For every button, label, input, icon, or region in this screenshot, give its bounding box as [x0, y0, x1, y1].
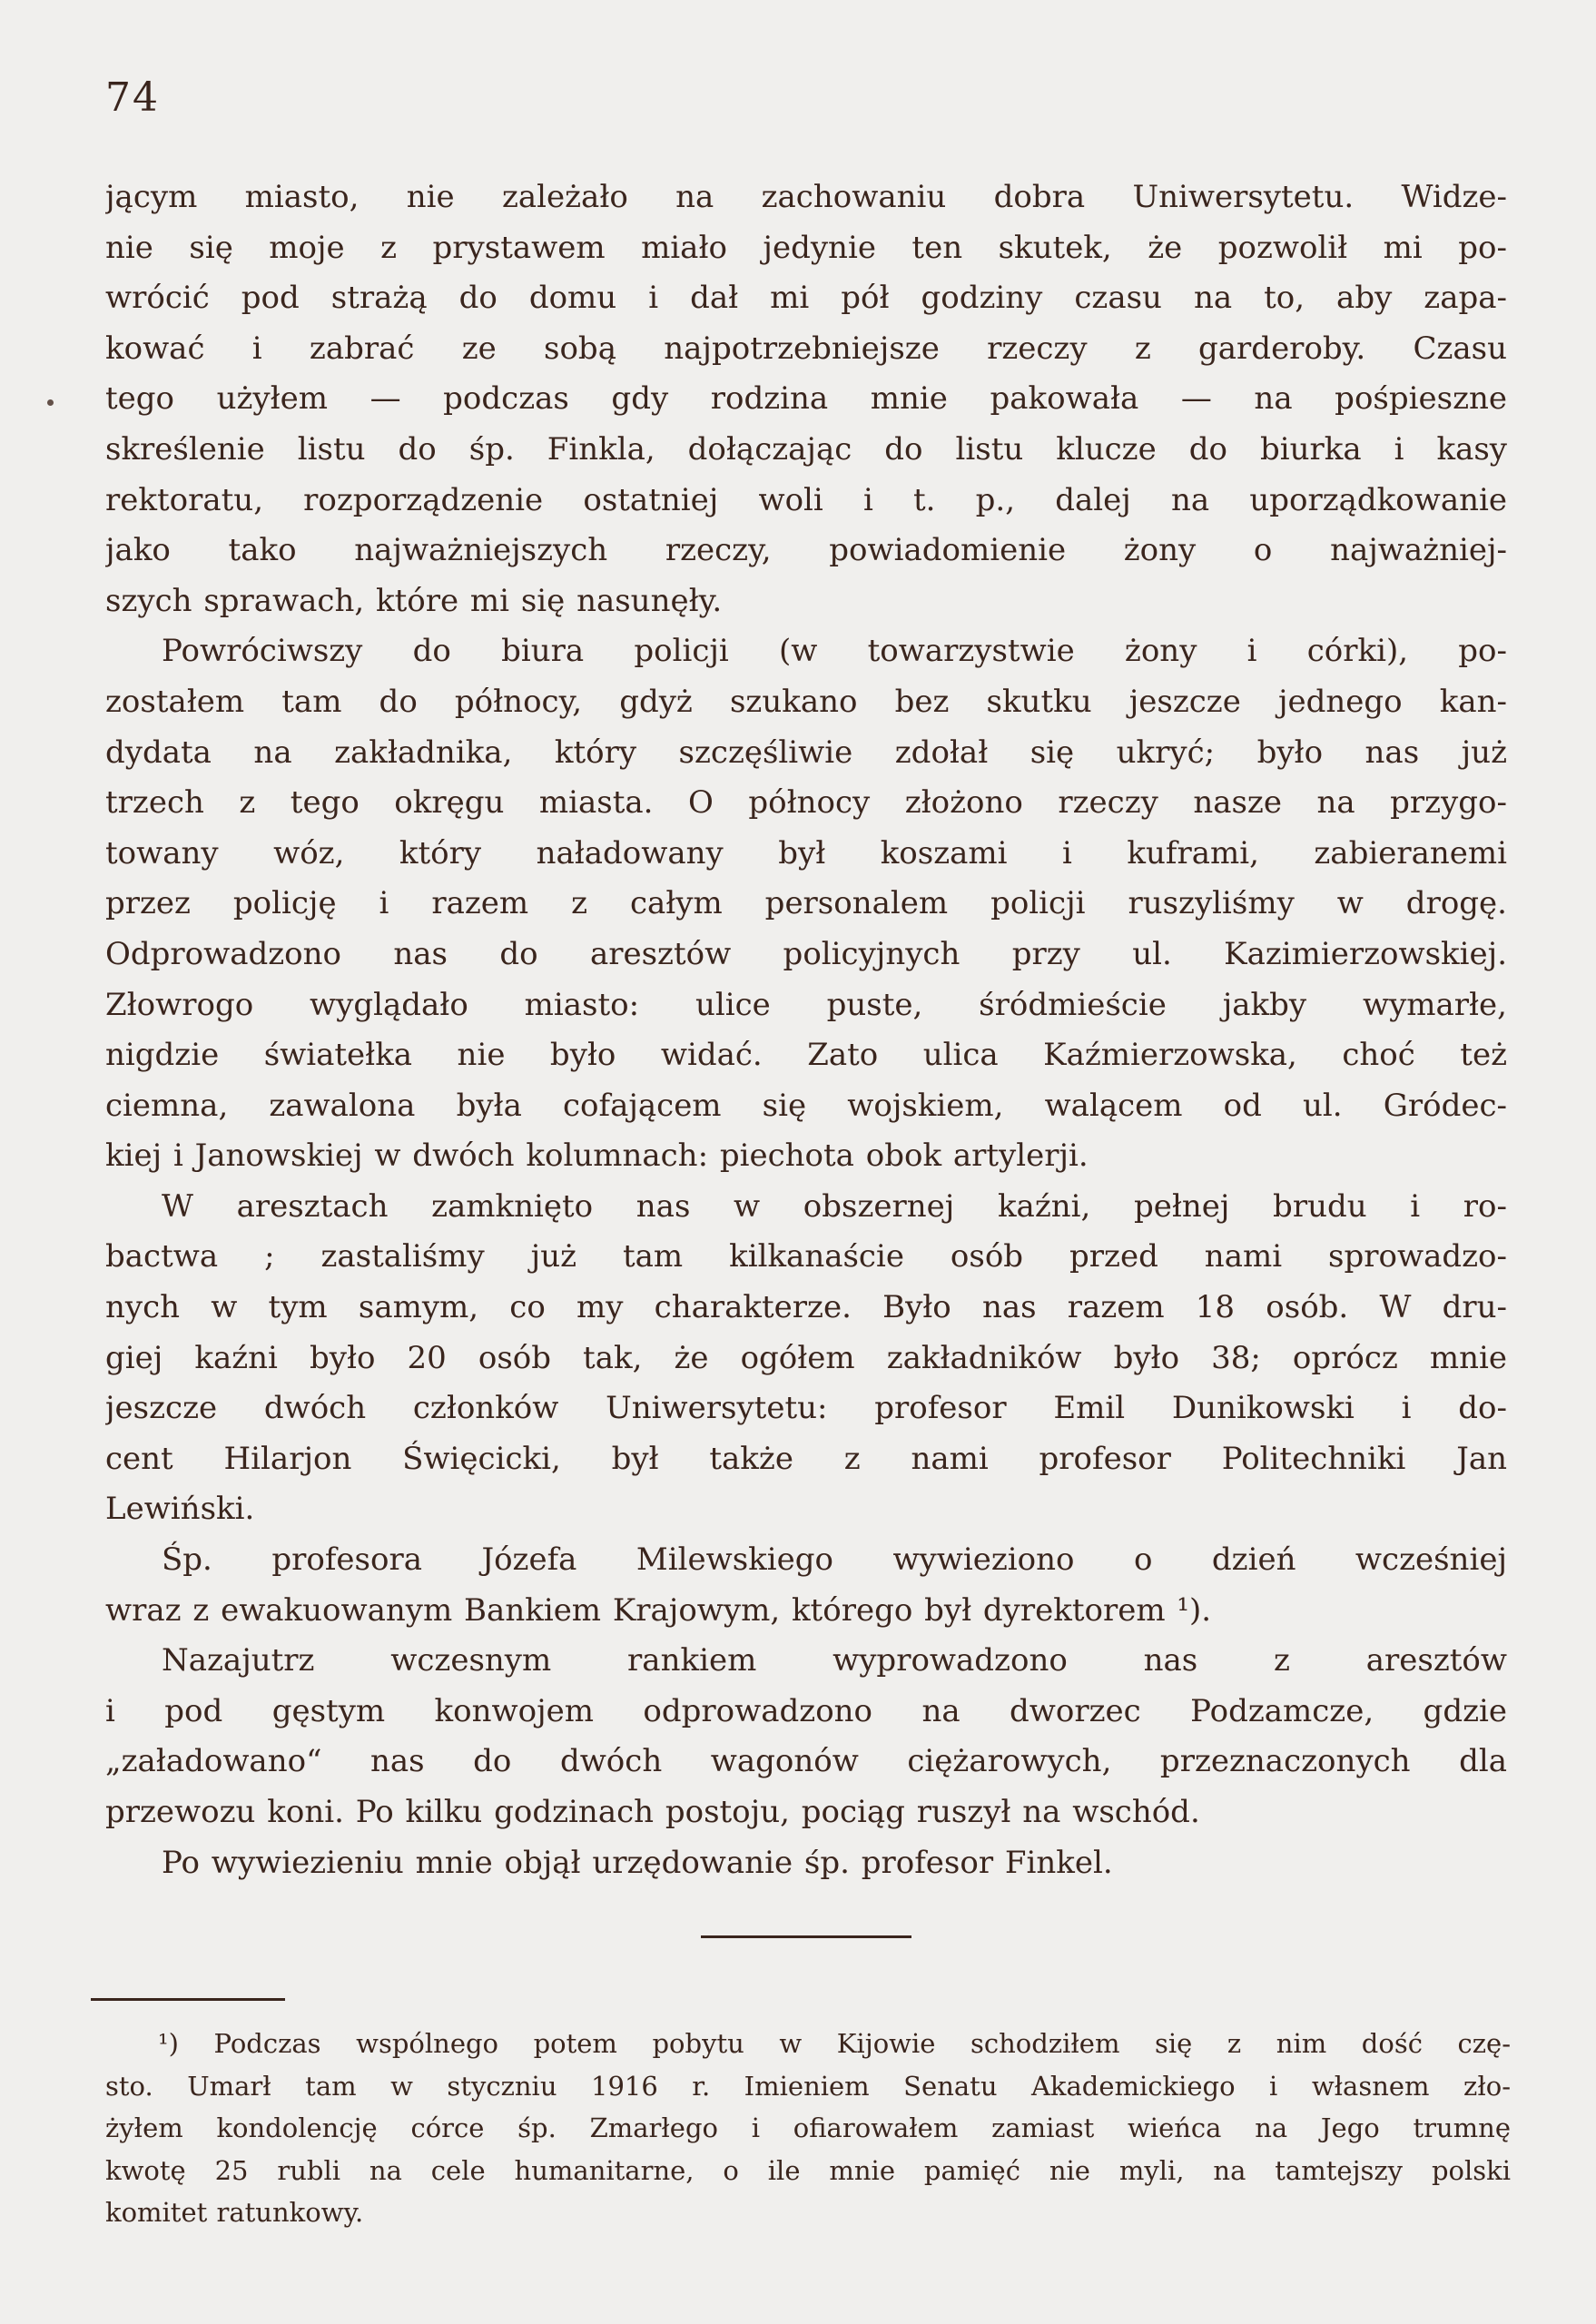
text-line: bactwa ; zastaliśmy już tam kilkanaście osób przed nami sprowadzo-	[105, 1238, 1507, 1275]
text-line: przewozu koni. Po kilku godzinach postoju, pociąg ruszył na wschód.	[105, 1794, 1200, 1830]
footnote-text	[105, 2023, 1511, 2234]
text-line: giej kaźni było 20 osób tak, że ogółem zakładników było 38; oprócz mnie	[105, 1339, 1507, 1376]
text-line: wraz z ewakuowanym Bankiem Krajowym, którego był dyrektorem ¹).	[105, 1591, 1212, 1629]
section-divider-rule	[701, 1935, 911, 1938]
text-line: Powróciwszy do biura policji (w towarzystwie żony i córki), po-	[162, 633, 1507, 670]
text-line: skreślenie listu do śp. Finkla, dołączając do listu klucze do biurka i kasy	[105, 430, 1507, 468]
text-line: zostałem tam do północy, gdyż szukano bez skutku jeszcze jednego kan-	[105, 683, 1507, 720]
text-line: szych sprawach, które mi się nasunęły.	[105, 582, 723, 619]
footnote-separator-rule	[91, 1998, 285, 2001]
text-line: jako tako najważniejszych rzeczy, powiadomienie żony o najważniej-	[105, 532, 1507, 569]
text-line: kować i zabrać ze sobą najpotrzebniejsze rzeczy z garderoby. Czasu	[105, 330, 1507, 367]
text-line: „załadowano“ nas do dwóch wagonów ciężarowych, przeznaczonych dla	[105, 1743, 1507, 1780]
text-line: nigdzie światełka nie było widać. Zato ulica Kaźmierzowska, choć też	[105, 1037, 1507, 1074]
text-line: rektoratu, rozporządzenie ostatniej woli i t. p., dalej na uporządkowanie	[105, 481, 1507, 518]
text-line: ciemna, zawalona była cofającem się wojskiem, walącem od ul. Gródec-	[105, 1087, 1507, 1124]
text-line: jącym miasto, nie zależało na zachowaniu dobra Uniwersytetu. Widze-	[105, 179, 1507, 215]
text-line: cent Hilarjon Święcicki, był także z nami profesor Politechniki Jan	[105, 1440, 1507, 1477]
text-line: ¹) Podczas wspólnego potem pobytu w Kijowie schodziłem się z nim dość czę-	[158, 2028, 1511, 2059]
text-line: kwotę 25 rubli na cele humanitarne, o ile mnie pamięć nie myli, na tamtejszy polski	[105, 2154, 1511, 2186]
body-text	[105, 172, 1507, 1888]
text-line: Śp. profesora Józefa Milewskiego wywieziono o dzień wcześniej	[162, 1541, 1507, 1579]
text-line: Po wywiezieniu mnie objął urzędowanie śp. profesor Finkel.	[162, 1844, 1113, 1881]
text-line: W aresztach zamknięto nas w obszernej kaźni, pełnej brudu i ro-	[162, 1187, 1507, 1225]
text-line: sto. Umarł tam w styczniu 1916 r. Imieniem Senatu Akademickiego i własnem zło-	[105, 2070, 1511, 2102]
page-number: 74	[105, 74, 160, 121]
text-line: dydata na zakładnika, który szczęśliwie zdołał się ukryć; było nas już	[105, 734, 1507, 771]
text-line: tego użyłem — podczas gdy rodzina mnie pakowała — na pośpieszne	[105, 380, 1507, 418]
text-line: i pod gęstym konwojem odprowadzono na dworzec Podzamcze, gdzie	[105, 1692, 1507, 1729]
text-line: nych w tym samym, co my charakterze. Było nas razem 18 osób. W dru-	[105, 1289, 1507, 1326]
text-line: żyłem kondolencję córce śp. Zmarłego i ofiarowałem zamiast wieńca na Jego trumnę	[105, 2112, 1511, 2143]
text-line: nie się moje z prystawem miało jedynie ten skutek, że pozwolił mi po-	[105, 229, 1507, 266]
text-line: Nazajutrz wczesnym rankiem wyprowadzono nas z aresztów	[162, 1642, 1507, 1679]
text-line: komitet ratunkowy.	[105, 2197, 364, 2228]
text-line: Złowrogo wyglądało miasto: ulice puste, śródmieście jakby wymarłe,	[105, 986, 1507, 1023]
ink-speck-artifact	[47, 399, 54, 406]
text-line: jeszcze dwóch członków Uniwersytetu: profesor Emil Dunikowski i do-	[105, 1390, 1507, 1427]
text-line: trzech z tego okręgu miasta. O północy złożono rzeczy nasze na przygo-	[105, 784, 1507, 822]
text-line: Odprowadzono nas do aresztów policyjnych przy ul. Kazimierzowskiej.	[105, 935, 1507, 972]
text-line: wrócić pod strażą do domu i dał mi pół godziny czasu na to, aby zapa-	[105, 280, 1507, 317]
text-line: Lewiński.	[105, 1491, 255, 1528]
text-line: towany wóz, który naładowany był koszami i kuframi, zabieranemi	[105, 834, 1507, 872]
text-line: przez policję i razem z całym personalem policji ruszyliśmy w drogę.	[105, 885, 1507, 922]
text-line: kiej i Janowskiej w dwóch kolumnach: piechota obok artylerji.	[105, 1137, 1089, 1175]
